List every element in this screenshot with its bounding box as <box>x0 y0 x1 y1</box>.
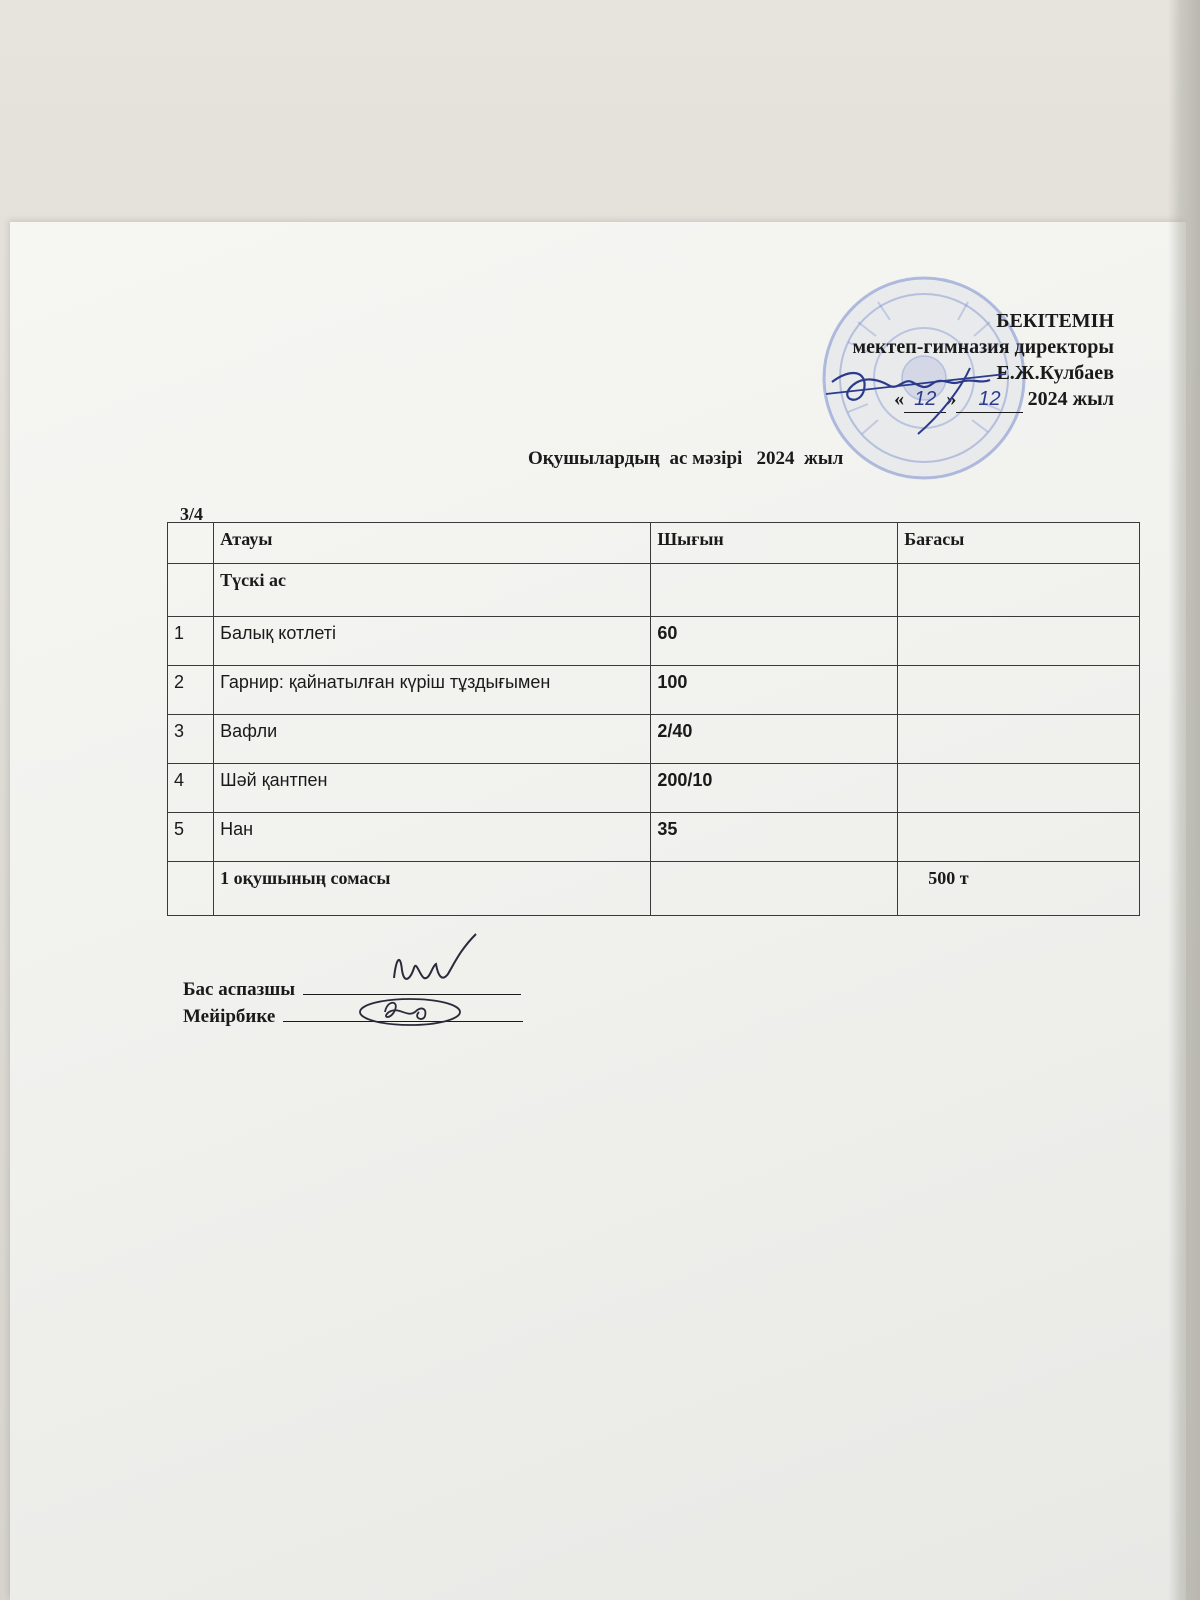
date-close-quote: » <box>946 388 957 410</box>
approval-heading: БЕКІТЕМІН <box>996 310 1114 332</box>
row-num: 4 <box>168 764 214 813</box>
row-num: 2 <box>168 666 214 715</box>
row-price <box>898 813 1140 862</box>
row-price <box>898 715 1140 764</box>
table-row <box>168 715 1140 764</box>
date-month: 12 <box>956 386 1022 413</box>
director-position: мектеп-гимназия директоры <box>852 336 1114 358</box>
date-open-quote: « <box>894 388 905 410</box>
header-qty: Шығын <box>651 523 898 564</box>
row-num: 3 <box>168 715 214 764</box>
row-name: Гарнир: қайнатылған күріш тұздығымен <box>214 666 651 715</box>
ratio-label: 3/4 <box>180 504 204 524</box>
table-row <box>168 666 1140 715</box>
director-signature <box>820 360 1020 440</box>
row-qty: 2/40 <box>651 715 898 764</box>
header-name: Атауы <box>214 523 651 564</box>
row-qty: 60 <box>651 617 898 666</box>
section-price-cell <box>898 564 1140 617</box>
header-price: Бағасы <box>898 523 1140 564</box>
nurse-signature <box>355 990 465 1030</box>
row-name: Балық котлеті <box>214 617 651 666</box>
header-num <box>168 523 214 564</box>
date-year: 2024 жыл <box>1027 388 1114 410</box>
row-num: 1 <box>168 617 214 666</box>
table-row <box>168 617 1140 666</box>
table-row <box>168 813 1140 862</box>
total-price: 500 т <box>898 862 1140 916</box>
row-num: 5 <box>168 813 214 862</box>
table-header-row <box>168 523 1140 564</box>
table-row <box>168 764 1140 813</box>
document-title: Оқушылардың ас мәзірі 2024 жыл <box>528 448 844 469</box>
total-row <box>168 862 1140 916</box>
section-row <box>168 564 1140 617</box>
row-name: Нан <box>214 813 651 862</box>
menu-table <box>167 522 1140 916</box>
row-name: Шәй қантпен <box>214 764 651 813</box>
date-day: 12 <box>904 386 946 413</box>
section-qty-cell <box>651 564 898 617</box>
total-num-cell <box>168 862 214 916</box>
row-qty: 200/10 <box>651 764 898 813</box>
chef-label: Бас аспазшы <box>183 979 296 1000</box>
section-num-cell <box>168 564 214 617</box>
total-label: 1 оқушының сомасы <box>214 862 651 916</box>
nurse-label: Мейірбике <box>183 1006 276 1027</box>
sheet-shadow-edge <box>1168 0 1200 1600</box>
row-price <box>898 764 1140 813</box>
row-qty: 35 <box>651 813 898 862</box>
section-label: Түскі ас <box>214 564 651 617</box>
row-qty: 100 <box>651 666 898 715</box>
row-name: Вафли <box>214 715 651 764</box>
row-price <box>898 666 1140 715</box>
nurse-signature-line <box>183 1003 523 1030</box>
row-price <box>898 617 1140 666</box>
total-qty <box>651 862 898 916</box>
director-name: Е.Ж.Кулбаев <box>996 362 1114 384</box>
